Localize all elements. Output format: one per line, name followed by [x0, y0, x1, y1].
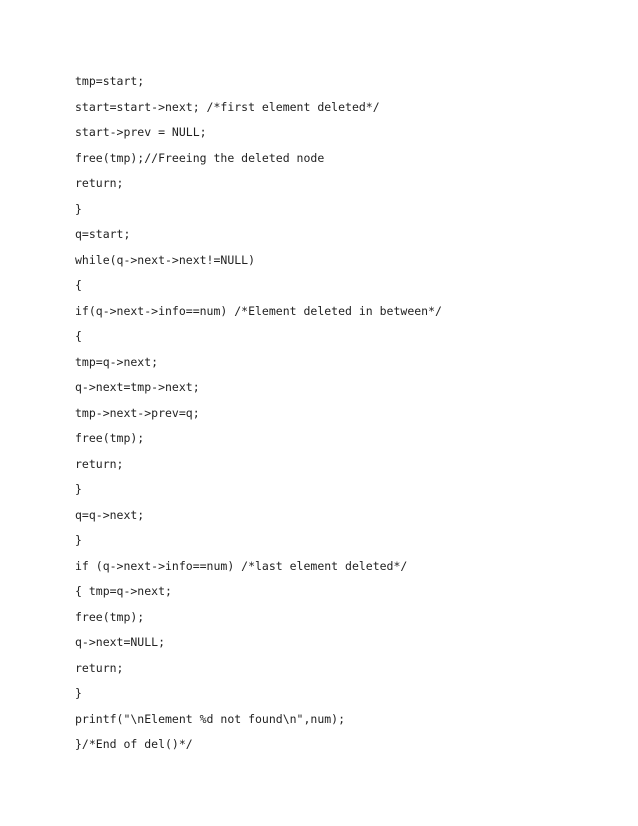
- code-line: }: [75, 201, 82, 216]
- code-line: if (q->next->info==num) /*last element deleted*/: [75, 558, 408, 573]
- code-line: }: [75, 482, 82, 496]
- code-line: }: [75, 686, 82, 700]
- code-line: start=start->next; /*first element deleted*/: [75, 99, 380, 114]
- code-line: q=start;: [75, 227, 131, 241]
- code-line: return;: [75, 176, 124, 190]
- code-line: tmp->next->prev=q;: [75, 405, 200, 420]
- code-line: printf("\nElement %d not found\n",num);: [75, 711, 346, 726]
- code-line: q->next=NULL;: [75, 635, 166, 649]
- code-line: q->next=tmp->next;: [75, 380, 200, 394]
- code-line: { tmp=q->next;: [75, 584, 172, 598]
- code-line: free(tmp);: [75, 609, 145, 624]
- code-line: q=q->next;: [75, 507, 145, 522]
- code-line: return;: [75, 456, 124, 471]
- code-line: free(tmp);//Freeing the deleted node: [75, 150, 325, 165]
- code-line: {: [75, 278, 82, 292]
- code-line: while(q->next->next!=NULL): [75, 252, 256, 267]
- code-line: if(q->next->info==num) /*Element deleted in between*/: [75, 303, 442, 318]
- code-line: free(tmp);: [75, 431, 145, 445]
- code-listing: [75, 72, 442, 761]
- code-line: tmp=q->next;: [75, 354, 159, 369]
- code-line: }/*End of del()*/: [75, 737, 193, 751]
- code-line: tmp=start;: [75, 74, 145, 88]
- code-line: {: [75, 329, 82, 343]
- code-line: start->prev = NULL;: [75, 125, 207, 139]
- code-line: }: [75, 533, 82, 547]
- code-line: return;: [75, 660, 124, 675]
